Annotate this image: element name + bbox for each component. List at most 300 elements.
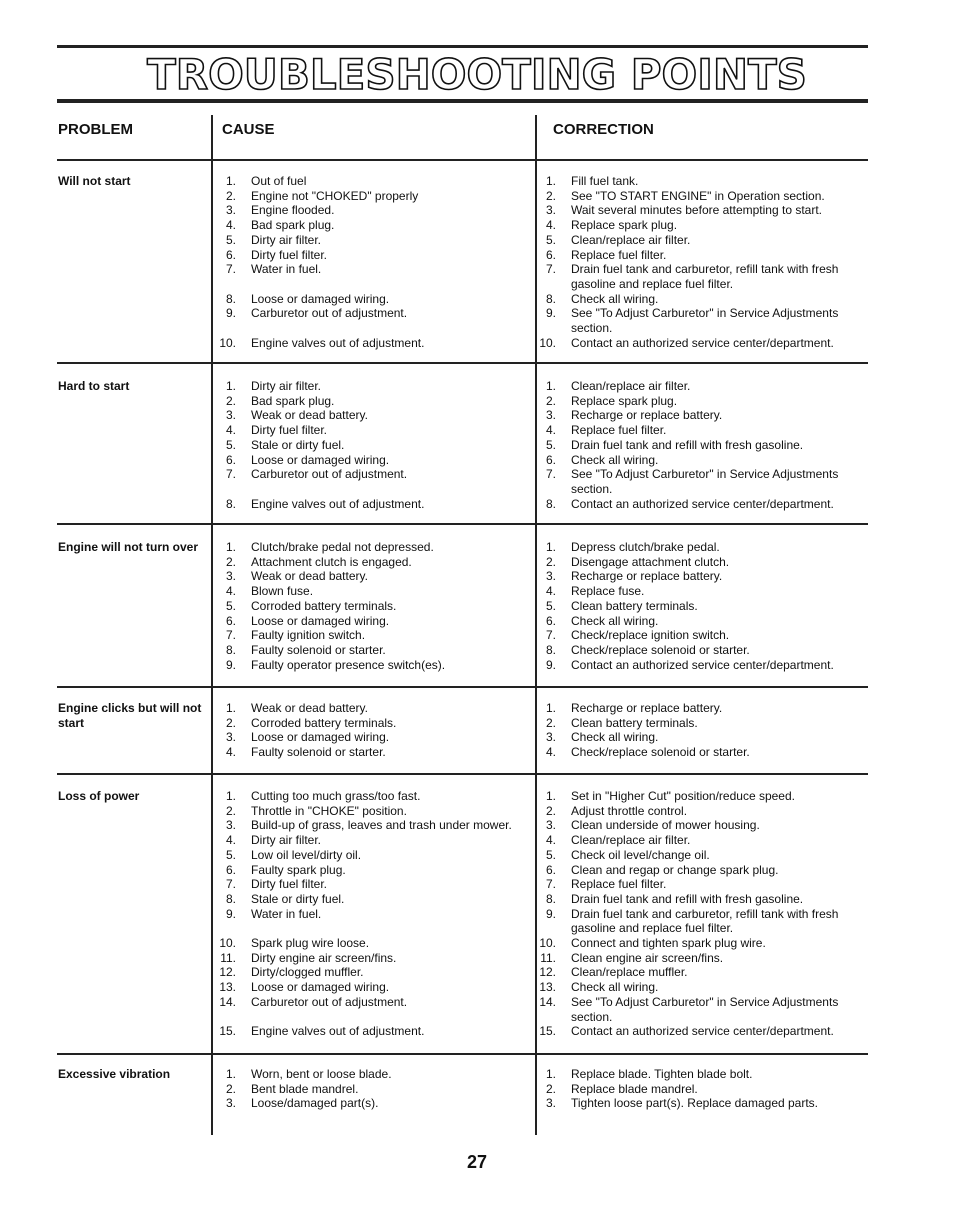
item-number: 15. xyxy=(219,1024,236,1039)
correction-item xyxy=(538,584,858,599)
item-number: 9. xyxy=(225,906,236,921)
item-text: Weak or dead battery. xyxy=(251,569,368,584)
correction-item xyxy=(538,306,858,321)
cause-item xyxy=(218,643,528,658)
correction-item xyxy=(538,877,858,892)
correction-item xyxy=(538,730,858,745)
item-number: 3. xyxy=(225,569,236,584)
cause-item xyxy=(218,892,528,907)
cause-item xyxy=(218,438,528,453)
item-text: Cutting too much grass/too fast. xyxy=(251,789,421,803)
cause-item xyxy=(218,467,528,482)
correction-item xyxy=(538,658,858,673)
correction-item xyxy=(538,438,858,453)
item-number: 6. xyxy=(225,452,236,467)
correction-item xyxy=(538,540,858,555)
item-number: 9. xyxy=(225,657,236,672)
item-text: Replace spark plug. xyxy=(571,218,678,233)
item-number: 8. xyxy=(545,891,556,906)
correction-item xyxy=(538,614,858,629)
correction-item xyxy=(538,599,858,614)
cause-item xyxy=(218,218,528,233)
item-text: Engine valves out of adjustment. xyxy=(251,335,425,350)
item-text: Replace blade. Tighten blade bolt. xyxy=(571,1067,753,1081)
correction-item xyxy=(538,848,858,863)
item-number: 3. xyxy=(225,1096,236,1111)
item-text: Recharge or replace battery. xyxy=(571,701,723,715)
item-number: 2. xyxy=(545,715,556,730)
item-text: Wait several minutes before attempting to start. xyxy=(571,203,822,218)
item-text: Loose or damaged wiring. xyxy=(251,452,390,467)
item-text: Low oil level/dirty oil. xyxy=(251,847,362,862)
cause-item xyxy=(218,569,528,584)
item-text: Loose or damaged wiring. xyxy=(251,291,390,306)
header-cause: CAUSE xyxy=(222,121,275,138)
item-text: Drain fuel tank and refill with fresh gasoline. xyxy=(571,437,804,452)
item-text: Check oil level/change oil. xyxy=(571,847,710,862)
item-text: Replace blade mandrel. xyxy=(571,1081,698,1096)
item-text: Fill fuel tank. xyxy=(571,174,639,188)
correction-item xyxy=(538,907,858,922)
item-text: gasoline and replace fuel filter. xyxy=(571,276,734,291)
item-text: Carburetor out of adjustment. xyxy=(251,467,408,482)
cause-item xyxy=(218,555,528,570)
correction-item xyxy=(538,277,858,292)
item-number: 5. xyxy=(545,598,556,613)
causes-list xyxy=(218,789,528,1039)
item-text: Check all wiring. xyxy=(571,452,659,467)
correction-item xyxy=(538,497,858,512)
correction-item xyxy=(538,701,858,716)
cause-item xyxy=(218,482,528,497)
item-number: 4. xyxy=(225,584,236,599)
correction-item xyxy=(538,248,858,263)
correction-item xyxy=(538,716,858,731)
cause-item xyxy=(218,1010,528,1025)
correction-item xyxy=(538,995,858,1010)
cause-item xyxy=(218,804,528,819)
cause-item xyxy=(218,730,528,745)
item-text: Check all wiring. xyxy=(571,291,659,306)
item-text: Disengage attachment clutch. xyxy=(571,554,730,569)
item-text: Faulty operator presence switch(es). xyxy=(251,657,446,672)
correction-item xyxy=(538,203,858,218)
item-number: 4. xyxy=(545,833,556,848)
item-number: 13. xyxy=(539,980,556,995)
section-divider xyxy=(57,1053,868,1055)
item-text: Bad spark plug. xyxy=(251,218,335,233)
problem-label: Engine clicks but will not start xyxy=(58,701,202,730)
item-number: 14. xyxy=(539,994,556,1009)
item-number: 5. xyxy=(545,847,556,862)
item-text: Clutch/brake pedal not depressed. xyxy=(251,540,434,554)
correction-item xyxy=(538,745,858,760)
problem-label: Will not start xyxy=(58,174,131,188)
correction-item xyxy=(538,482,858,497)
item-number: 1. xyxy=(225,1067,236,1081)
cause-item xyxy=(218,408,528,423)
causes-list xyxy=(218,174,528,350)
item-text: Dirty air filter. xyxy=(251,833,322,848)
correction-item xyxy=(538,233,858,248)
cause-item xyxy=(218,321,528,336)
cause-item xyxy=(218,848,528,863)
correction-item xyxy=(538,951,858,966)
cause-item xyxy=(218,818,528,833)
item-number: 9. xyxy=(545,906,556,921)
item-text: Water in fuel. xyxy=(251,262,322,277)
item-number: 8. xyxy=(225,496,236,511)
causes-list xyxy=(218,540,528,672)
item-number: 1. xyxy=(225,540,236,554)
cause-item xyxy=(218,277,528,292)
correction-item xyxy=(538,467,858,482)
cause-item xyxy=(218,716,528,731)
cause-item xyxy=(218,423,528,438)
item-number: 5. xyxy=(225,598,236,613)
item-number: 14. xyxy=(219,994,236,1009)
item-text: Throttle in "CHOKE" position. xyxy=(251,803,407,818)
correction-item xyxy=(538,174,858,189)
item-text: Recharge or replace battery. xyxy=(571,408,723,423)
corrections-list xyxy=(538,174,858,350)
item-number: 6. xyxy=(545,247,556,262)
item-text: Drain fuel tank and carburetor, refill tank with fresh xyxy=(571,262,839,277)
item-number: 2. xyxy=(545,393,556,408)
item-text: Clean/replace muffler. xyxy=(571,965,688,980)
item-text: Depress clutch/brake pedal. xyxy=(571,540,720,554)
cause-item xyxy=(218,863,528,878)
item-text: Dirty fuel filter. xyxy=(251,877,328,892)
problem-label: Excessive vibration xyxy=(58,1067,171,1081)
item-number: 2. xyxy=(545,188,556,203)
cause-item xyxy=(218,306,528,321)
item-number: 6. xyxy=(225,613,236,628)
cause-item xyxy=(218,1024,528,1039)
item-text: Water in fuel. xyxy=(251,906,322,921)
item-number: 5. xyxy=(225,847,236,862)
item-number: 8. xyxy=(545,496,556,511)
correction-item xyxy=(538,965,858,980)
cause-item xyxy=(218,248,528,263)
item-text: Check all wiring. xyxy=(571,730,659,745)
item-text: Faulty ignition switch. xyxy=(251,628,366,643)
section-divider xyxy=(57,362,868,364)
item-text: Weak or dead battery. xyxy=(251,701,368,715)
item-number: 5. xyxy=(225,232,236,247)
correction-item xyxy=(538,643,858,658)
page-title: TROUBLESHOOTING POINTS xyxy=(147,50,807,99)
item-number: 8. xyxy=(545,642,556,657)
item-number: 6. xyxy=(225,862,236,877)
item-text: Corroded battery terminals. xyxy=(251,598,397,613)
item-text: Loose/damaged part(s). xyxy=(251,1096,379,1111)
item-number: 2. xyxy=(225,393,236,408)
cause-item xyxy=(218,189,528,204)
correction-item xyxy=(538,1082,858,1097)
item-text: Dirty fuel filter. xyxy=(251,247,328,262)
correction-item xyxy=(538,218,858,233)
item-number: 7. xyxy=(545,467,556,482)
item-number: 6. xyxy=(225,247,236,262)
item-number: 1. xyxy=(545,1067,556,1081)
cause-item xyxy=(218,965,528,980)
item-text: Dirty air filter. xyxy=(251,379,322,393)
item-text: section. xyxy=(571,321,613,336)
correction-item xyxy=(538,408,858,423)
item-number: 9. xyxy=(225,306,236,321)
item-number: 2. xyxy=(225,803,236,818)
item-text: Replace fuel filter. xyxy=(571,247,667,262)
correction-item xyxy=(538,1010,858,1025)
column-divider-cause xyxy=(211,115,213,1135)
item-text: Dirty/clogged muffler. xyxy=(251,965,364,980)
correction-item xyxy=(538,789,858,804)
correction-item xyxy=(538,804,858,819)
cause-item xyxy=(218,658,528,673)
cause-item xyxy=(218,262,528,277)
item-number: 2. xyxy=(225,188,236,203)
cause-item xyxy=(218,833,528,848)
cause-item xyxy=(218,877,528,892)
item-number: 10. xyxy=(539,936,556,951)
item-text: Loose or damaged wiring. xyxy=(251,730,390,745)
header-problem: PROBLEM xyxy=(58,121,133,138)
item-number: 3. xyxy=(545,203,556,218)
item-number: 6. xyxy=(545,862,556,877)
cause-item xyxy=(218,233,528,248)
correction-item xyxy=(538,555,858,570)
item-text: See "TO START ENGINE" in Operation section. xyxy=(571,188,825,203)
item-text: Check/replace ignition switch. xyxy=(571,628,730,643)
item-text: Replace fuel filter. xyxy=(571,877,667,892)
correction-item xyxy=(538,292,858,307)
correction-item xyxy=(538,628,858,643)
item-number: 4. xyxy=(545,745,556,760)
cause-item xyxy=(218,907,528,922)
cause-item xyxy=(218,394,528,409)
page-number: 27 xyxy=(466,1152,488,1172)
item-text: Contact an authorized service center/department. xyxy=(571,657,834,672)
correction-item xyxy=(538,394,858,409)
correction-item xyxy=(538,1067,858,1082)
item-number: 3. xyxy=(545,1096,556,1111)
causes-list xyxy=(218,701,528,760)
correction-item xyxy=(538,921,858,936)
item-text: gasoline and replace fuel filter. xyxy=(571,921,734,936)
top-rule xyxy=(57,45,868,48)
item-number: 2. xyxy=(225,715,236,730)
item-text xyxy=(251,321,254,335)
corrections-list xyxy=(538,1067,858,1111)
item-number: 3. xyxy=(545,569,556,584)
cause-item xyxy=(218,921,528,936)
cause-item xyxy=(218,584,528,599)
item-number: 7. xyxy=(545,628,556,643)
correction-item xyxy=(538,379,858,394)
item-number: 9. xyxy=(545,306,556,321)
item-text: Faulty solenoid or starter. xyxy=(251,745,386,760)
item-text: Engine valves out of adjustment. xyxy=(251,496,425,511)
item-text: Clean engine air screen/fins. xyxy=(571,950,724,965)
item-number: 5. xyxy=(545,437,556,452)
item-text xyxy=(251,482,254,496)
item-text: Weak or dead battery. xyxy=(251,408,368,423)
item-text xyxy=(251,277,254,291)
item-text: Bad spark plug. xyxy=(251,393,335,408)
cause-item xyxy=(218,599,528,614)
item-number: 13. xyxy=(219,980,236,995)
item-text: Stale or dirty fuel. xyxy=(251,437,345,452)
item-text: Stale or dirty fuel. xyxy=(251,891,345,906)
item-text: Check all wiring. xyxy=(571,980,659,995)
cause-item xyxy=(218,936,528,951)
item-text: section. xyxy=(571,1009,613,1024)
item-text: Dirty air filter. xyxy=(251,232,322,247)
title-rule xyxy=(57,99,868,103)
item-number: 2. xyxy=(225,1081,236,1096)
item-text: Dirty engine air screen/fins. xyxy=(251,950,397,965)
item-number: 4. xyxy=(545,423,556,438)
cause-item xyxy=(218,701,528,716)
item-number: 1. xyxy=(545,789,556,803)
item-text: Bent blade mandrel. xyxy=(251,1081,359,1096)
cause-item xyxy=(218,614,528,629)
item-number: 8. xyxy=(225,642,236,657)
item-text: Engine flooded. xyxy=(251,203,335,218)
item-number: 12. xyxy=(219,965,236,980)
correction-item xyxy=(538,1096,858,1111)
item-text: Adjust throttle control. xyxy=(571,803,688,818)
correction-item xyxy=(538,189,858,204)
item-text: Drain fuel tank and carburetor, refill tank with fresh xyxy=(571,906,839,921)
section-divider xyxy=(57,523,868,525)
item-text: Clean battery terminals. xyxy=(571,598,698,613)
item-text: Engine valves out of adjustment. xyxy=(251,1024,425,1039)
item-text: Connect and tighten spark plug wire. xyxy=(571,936,766,951)
item-number: 10. xyxy=(219,936,236,951)
causes-list xyxy=(218,379,528,511)
item-text: See "To Adjust Carburetor" in Service Adjustments xyxy=(571,306,839,321)
item-text xyxy=(251,1010,254,1024)
column-divider-correction xyxy=(535,115,537,1135)
item-text: Attachment clutch is engaged. xyxy=(251,554,412,569)
correction-item xyxy=(538,423,858,438)
item-text: Drain fuel tank and refill with fresh gasoline. xyxy=(571,891,804,906)
item-text: Clean/replace air filter. xyxy=(571,232,691,247)
item-text: Clean/replace air filter. xyxy=(571,833,691,848)
cause-item xyxy=(218,453,528,468)
item-number: 9. xyxy=(545,657,556,672)
item-text: Clean and regap or change spark plug. xyxy=(571,862,779,877)
header-correction: CORRECTION xyxy=(553,121,654,138)
item-text: See "To Adjust Carburetor" in Service Adjustments xyxy=(571,994,839,1009)
item-text xyxy=(251,921,254,935)
item-number: 12. xyxy=(539,965,556,980)
correction-item xyxy=(538,818,858,833)
item-text: Clean battery terminals. xyxy=(571,715,698,730)
cause-item xyxy=(218,1067,528,1082)
item-text: Contact an authorized service center/department. xyxy=(571,1024,834,1039)
item-number: 5. xyxy=(545,232,556,247)
item-text: section. xyxy=(571,481,613,496)
item-text: Replace fuel filter. xyxy=(571,423,667,438)
item-number: 3. xyxy=(225,203,236,218)
item-number: 4. xyxy=(225,833,236,848)
item-text: Corroded battery terminals. xyxy=(251,715,397,730)
correction-item xyxy=(538,980,858,995)
item-text: Engine not "CHOKED" properly xyxy=(251,188,419,203)
item-number: 2. xyxy=(545,1081,556,1096)
corrections-list xyxy=(538,379,858,511)
item-text: Check/replace solenoid or starter. xyxy=(571,642,750,657)
header-rule xyxy=(57,159,868,161)
item-number: 7. xyxy=(225,877,236,892)
problem-label: Loss of power xyxy=(58,789,140,803)
item-number: 2. xyxy=(545,554,556,569)
item-text: Check all wiring. xyxy=(571,613,659,628)
item-text: Faulty solenoid or starter. xyxy=(251,642,386,657)
item-number: 7. xyxy=(225,262,236,277)
item-text: Dirty fuel filter. xyxy=(251,423,328,438)
item-text: Replace fuse. xyxy=(571,584,645,599)
item-number: 4. xyxy=(225,423,236,438)
correction-item xyxy=(538,262,858,277)
correction-item xyxy=(538,453,858,468)
item-number: 3. xyxy=(225,730,236,745)
item-number: 10. xyxy=(539,335,556,350)
item-number: 3. xyxy=(545,408,556,423)
item-number: 3. xyxy=(545,730,556,745)
item-text: Spark plug wire loose. xyxy=(251,936,370,951)
cause-item xyxy=(218,379,528,394)
item-number: 2. xyxy=(225,554,236,569)
item-text: Contact an authorized service center/department. xyxy=(571,335,834,350)
item-number: 5. xyxy=(225,437,236,452)
cause-item xyxy=(218,497,528,512)
cause-item xyxy=(218,745,528,760)
item-number: 11. xyxy=(220,950,236,965)
item-text: Out of fuel xyxy=(251,174,307,188)
item-number: 2. xyxy=(545,803,556,818)
correction-item xyxy=(538,892,858,907)
cause-item xyxy=(218,980,528,995)
item-number: 1. xyxy=(225,701,236,715)
corrections-list xyxy=(538,701,858,760)
item-number: 4. xyxy=(545,584,556,599)
item-number: 1. xyxy=(225,789,236,803)
cause-item xyxy=(218,540,528,555)
item-number: 1. xyxy=(545,701,556,715)
section-divider xyxy=(57,686,868,688)
correction-item xyxy=(538,833,858,848)
cause-item xyxy=(218,203,528,218)
section-divider xyxy=(57,773,868,775)
cause-item xyxy=(218,1082,528,1097)
problem-label: Engine will not turn over xyxy=(58,540,199,554)
item-number: 15. xyxy=(539,1024,556,1039)
item-number: 8. xyxy=(225,891,236,906)
item-number: 10. xyxy=(219,335,236,350)
item-number: 4. xyxy=(225,218,236,233)
cause-item xyxy=(218,628,528,643)
item-number: 4. xyxy=(225,745,236,760)
item-number: 1. xyxy=(225,379,236,393)
item-text: Carburetor out of adjustment. xyxy=(251,994,408,1009)
item-text: Check/replace solenoid or starter. xyxy=(571,745,750,760)
item-number: 7. xyxy=(545,262,556,277)
item-number: 6. xyxy=(545,452,556,467)
